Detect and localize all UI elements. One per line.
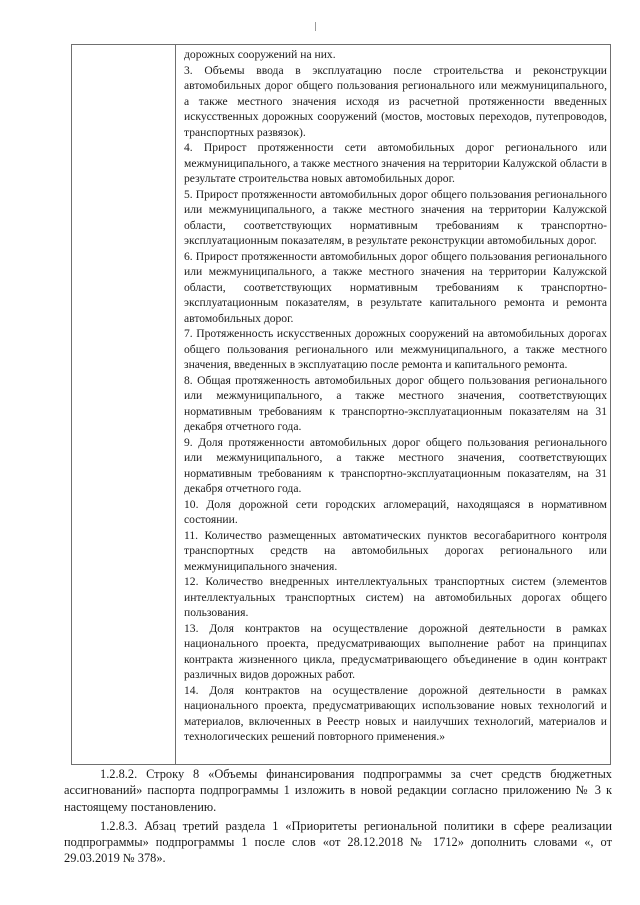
indicator-item: 8. Общая протяженность автомобильных дорог общего пользования регионального или межмуниципального, а также местного значения, соответствующих нормативным требованиям к транспортно-эксплуатационным показателям на 31 декабря отчетного года.: [184, 373, 607, 433]
table-right-cell: [184, 47, 607, 745]
indicator-item: 11. Количество размещенных автоматических пунктов весогабаритного контроля транспортных средств на автомобильных дорогах регионального или межмуниципального значения.: [184, 528, 607, 573]
indicator-item: 13. Доля контрактов на осуществление дорожной деятельности в рамках национального проекта, предусматривающих выполнение работ на принципах контракта жизненного цикла, предусматривающего объединение в один контракт различных видов дорожных работ.: [184, 621, 607, 681]
indicator-item: 14. Доля контрактов на осуществление дорожной деятельности в рамках национального проекта, предусматривающих использование новых технологий и материалов, включенных в Реестр новых и наилучших технологий, материалов и технологических решений повторного применения.»: [184, 683, 607, 743]
indicator-item: 6. Прирост протяженности автомобильных дорог общего пользования регионального или межмуниципального, а также местного значения на территории Калужской области, соответствующих нормативным требованиям к транспортно-эксплуатационным показателям, в результате капитального ремонта и ремонта автомобильных дорог.: [184, 249, 607, 325]
indicator-item: 5. Прирост протяженности автомобильных дорог общего пользования регионального или межмуниципального, а также местного значения на территории Калужской области, соответствующих нормативным требованиям к транспортно-эксплуатационным показателям, в результате реконструкции автомобильных дорог.: [184, 187, 607, 247]
indicator-item: 9. Доля протяженности автомобильных дорог общего пользования регионального или межмуниципального, а также местного значения, соответствующих нормативным требованиям к транспортно-эксплуатационным показателям, на 31 декабря отчетного года.: [184, 435, 607, 495]
table-column-divider: [175, 45, 176, 764]
indicator-item: 12. Количество внедренных интеллектуальных транспортных систем (элементов интеллектуальных транспортных систем) на автомобильных дорогах общего пользования.: [184, 575, 607, 619]
indicator-item: 7. Протяженность искусственных дорожных сооружений на автомобильных дорогах общего пользования регионального или межмуниципального, а также местного значения, введенных в эксплуатацию после ремонта и капитального ремонта.: [184, 327, 607, 371]
indicator-item: 3. Объемы ввода в эксплуатацию после строительства и реконструкции автомобильных дорог общего пользования регионального или межмуниципального, а также местного значения исходя из расчетной протяженности введенных искусственных дорожных сооружений (мостов, мостовых переходов, путепроводов, транспортных развязок).: [184, 63, 607, 139]
indicator-item: 4. Прирост протяженности сети автомобильных дорог регионального или межмуниципального, а также местного значения на территории Калужской области в результате строительства новых автомобильных дорог.: [184, 141, 607, 185]
body-text: [64, 766, 612, 867]
page-top-mark: [315, 22, 316, 31]
table-left-cell-empty: [72, 45, 175, 764]
paragraph-1-2-8-2: 1.2.8.2. Строку 8 «Объемы финансирования подпрограммы за счет средств бюджетных ассигнований» паспорта подпрограммы 1 изложить в новой редакции согласно приложению № 3 к настоящему постановлению.: [64, 767, 612, 814]
paragraph-1-2-8-3: 1.2.8.3. Абзац третий раздела 1 «Приоритеты региональной политики в сфере реализации подпрограммы» подпрограммы 1 после слов «от 28.12.2018 № 1712» дополнить словами «, от 29.03.2019 № 378».: [64, 818, 612, 866]
indicators-table: [71, 44, 611, 765]
indicator-item: 10. Доля дорожной сети городских агломераций, находящаяся в нормативном состоянии.: [184, 497, 607, 526]
indicator-item: дорожных сооружений на них.: [184, 48, 336, 61]
